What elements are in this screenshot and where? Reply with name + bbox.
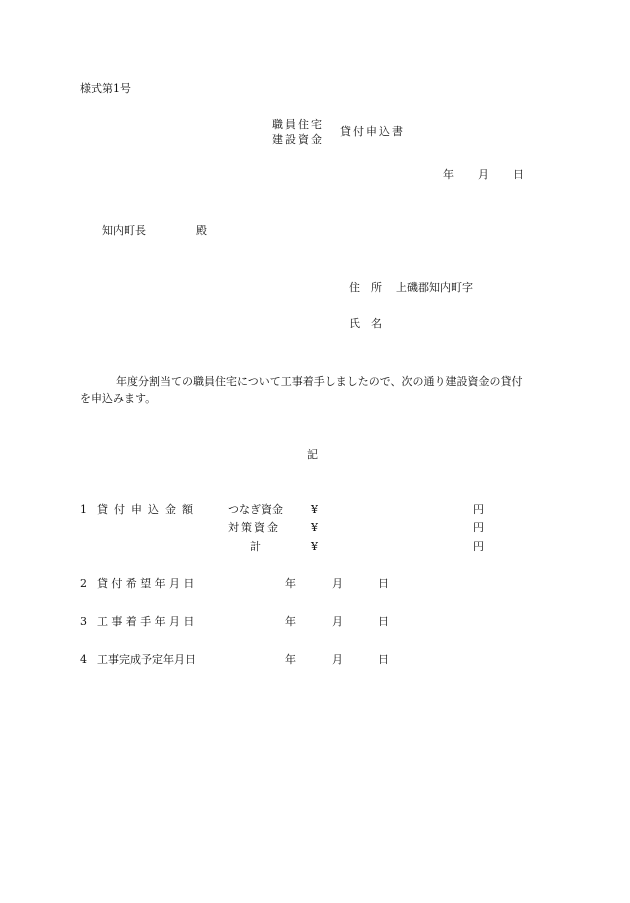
body-line2: を申込みます。 — [80, 392, 157, 405]
ki-heading: 記 — [307, 448, 318, 461]
date-day-label: 日 — [513, 168, 524, 181]
item-2-year: 年 — [285, 577, 296, 590]
item-2-label: 貸付希望年月日 — [97, 577, 198, 590]
item-3-month: 月 — [332, 615, 343, 628]
addressee-name: 知内町長 — [102, 224, 146, 237]
item-1-unit-taisaku: 円 — [473, 521, 484, 534]
name-label: 氏 名 — [349, 317, 382, 330]
item-3-year: 年 — [285, 615, 296, 628]
title-line2: 建設資金 — [272, 133, 324, 146]
item-4-day: 日 — [378, 653, 389, 666]
item-2-month: 月 — [332, 577, 343, 590]
item-1-sublabel-total: 計 — [250, 540, 261, 553]
item-1-currency-tsunagi: ¥ — [311, 503, 318, 516]
item-3-day: 日 — [378, 615, 389, 628]
address-value: 上磯郡知内町字 — [396, 281, 473, 294]
item-1-unit-tsunagi: 円 — [473, 503, 484, 516]
item-4-year: 年 — [285, 653, 296, 666]
item-1-sublabel-tsunagi: つなぎ資金 — [228, 503, 283, 516]
form-number: 様式第1号 — [80, 82, 131, 95]
title-suffix: 貸付申込書 — [340, 125, 405, 138]
item-1-number: 1 — [80, 503, 87, 516]
item-1-unit-total: 円 — [473, 540, 484, 553]
date-month-label: 月 — [478, 168, 489, 181]
item-1-currency-taisaku: ¥ — [311, 521, 318, 534]
addressee-honorific: 殿 — [196, 224, 207, 237]
item-2-day: 日 — [378, 577, 389, 590]
date-year-label: 年 — [443, 168, 454, 181]
item-4-number: 4 — [80, 653, 87, 666]
item-1-label: 貸付申込金額 — [97, 503, 199, 516]
title-line1: 職員住宅 — [272, 118, 324, 131]
item-4-month: 月 — [332, 653, 343, 666]
item-1-sublabel-taisaku: 対策資金 — [228, 521, 280, 534]
item-2-number: 2 — [80, 577, 87, 590]
body-line1: 年度分割当ての職員住宅について工事着手しましたので、次の通り建設資金の貸付 — [116, 375, 523, 388]
item-3-label: 工事着手年月日 — [97, 615, 198, 628]
item-4-label: 工事完成予定年月日 — [97, 653, 196, 666]
item-1-currency-total: ¥ — [311, 540, 318, 553]
item-3-number: 3 — [80, 615, 87, 628]
address-label: 住 所 — [349, 281, 382, 294]
